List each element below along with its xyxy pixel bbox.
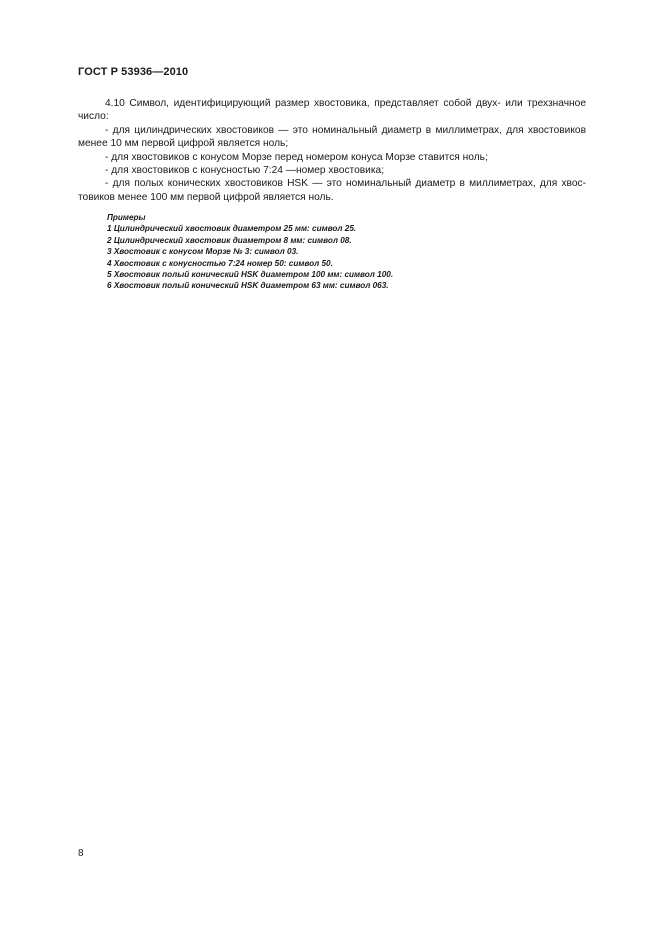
examples-block [107,212,577,292]
list-item-hsk [78,177,586,204]
example-item: 5 Хвостовик полый конический HSK диаметром 100 мм: символ 100. [107,270,394,280]
page-number: 8 [78,848,84,859]
list-item-line: - для цилиндрических хвостовиков — это номинальный диаметр в миллиметрах, для хвостовиков [105,124,586,136]
list-item-line: - для хвостовиков с конусом Морзе перед номером конуса Морзе ставится ноль; [105,151,488,163]
list-item-line: - для полых конических хвостовиков HSK — это номинальный диаметр в миллиметрах, для хвос- [105,178,586,190]
clause-intro-line-2: число: [78,111,109,123]
list-item-line: товиков менее 100 мм первой цифрой является ноль. [78,191,334,203]
list-item-line: - для хвостовиков с конусностью 7:24 —номер хвостовика; [105,165,385,177]
list-item-cylindrical [78,124,586,151]
example-item: 3 Хвостовик с конусом Морзе № 3: символ 03. [107,247,299,257]
examples-title: Примеры [107,213,146,222]
document-code-header: ГОСТ Р 53936—2010 [78,66,189,78]
example-item: 1 Цилиндрический хвостовик диаметром 25 мм: символ 25. [107,224,357,234]
list-item-line: менее 10 мм первой цифрой является ноль; [78,138,289,150]
clause-intro-paragraph [78,97,586,124]
list-item-morse-taper [78,151,586,164]
clause-intro-line-1: 4.10 Символ, идентифицирующий размер хвостовика, представляет собой двух- или трехзначное [105,98,586,109]
example-item: 6 Хвостовик полый конический HSK диаметром 63 мм: символ 063. [107,281,389,291]
clause-4-10 [78,97,586,204]
example-item: 2 Цилиндрический хвостовик диаметром 8 мм: символ 08. [107,235,352,245]
list-item-taper-7-24 [78,164,586,177]
example-item: 4 Хвостовик с конусностью 7:24 номер 50: символ 50. [107,258,333,268]
